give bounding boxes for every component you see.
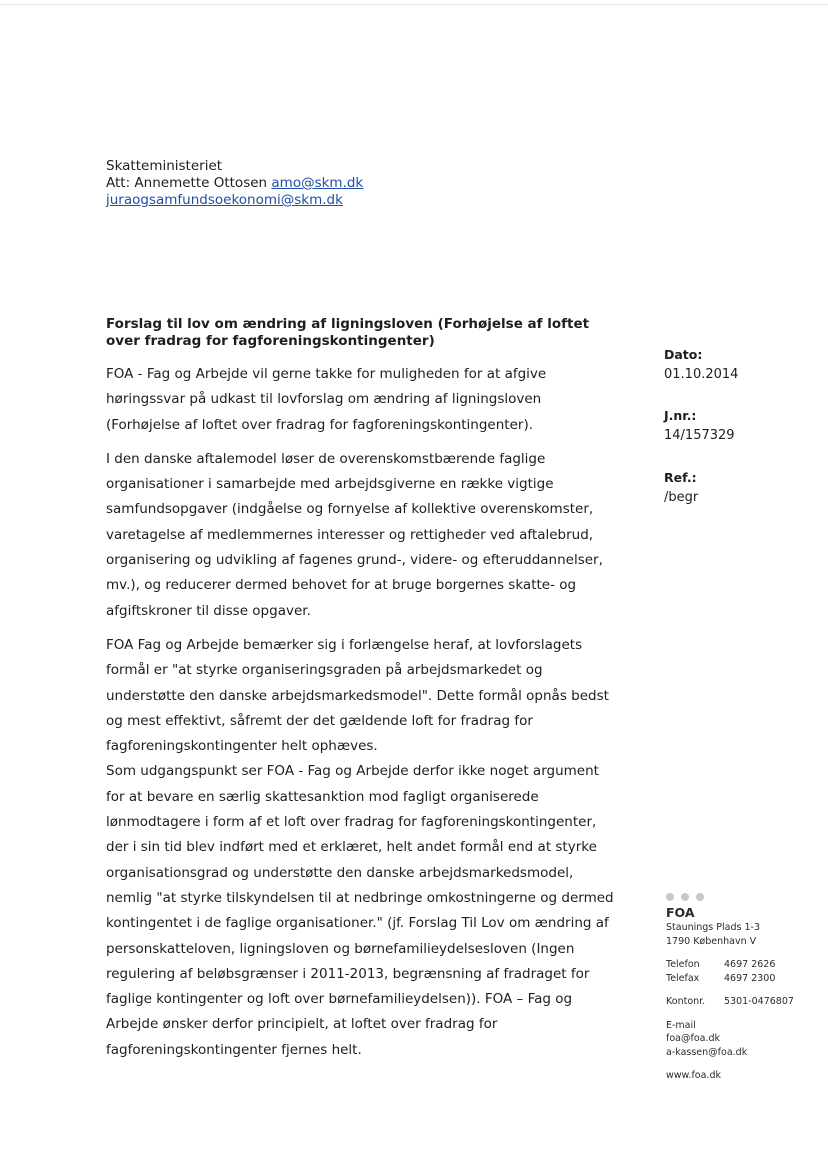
sender-footer	[666, 893, 794, 1083]
date-value: 01.10.2014	[664, 367, 739, 382]
att-prefix: Att: Annemette Ottosen	[106, 175, 268, 191]
recipient-att-line	[106, 175, 363, 192]
kontonr-value: 5301-0476807	[724, 996, 794, 1007]
letter-subject: Forslag til lov om ændring af ligningsloven (Forhøjelse af loftet over fradrag for fagforeningskontingenter)	[106, 316, 590, 349]
date-block	[664, 345, 738, 385]
date-label: Dato:	[664, 347, 703, 362]
page-top-rule	[0, 4, 828, 5]
recipient-name: Skatteministeriet	[106, 158, 223, 174]
paragraph-4: Som udgangspunkt ser FOA - Fag og Arbejde derfor ikke noget argument for at bevare en særlig skattesanktion mod fagligt organiserede lønmodtagere i form af et loft over fradrag for fagforeningskontingenter, der i sin tid blev indført med et erklæret, helt andet formål end at styrke organisationsgrad og understøtte den danske arbejdsmarkedsmodel, nemlig "at styrke tilskyndelsen til at nedbringe omkostningerne og dermed kontingentet i de faglige organisationer." (jf. Forslag Til Lov om ændring af personskatteloven, ligningsloven og børnefamilieydelsesloven (Ingen regulering af beløbsgrænser i 2011-2013, begrænsning af fradraget for faglige kontingenter og loft over børnefamilieydelsen)). FOA – Fag og Arbejde ønsker derfor principielt, at loftet over fradrag for fagforeningskontingenter fjernes helt.	[106, 763, 614, 1058]
jnr-value: 14/157329	[664, 428, 735, 443]
letter-body	[106, 362, 614, 1072]
telefon-value: 4697 2626	[724, 959, 776, 970]
city-address: 1790 København V	[666, 935, 757, 947]
paragraph-1: FOA - Fag og Arbejde vil gerne takke for muligheden for at afgive høringssvar på udkast til lovforslag om ændring af ligningsloven (Forhøjelse af loftet over fradrag for fagforeningskontingenter).	[106, 366, 547, 433]
email-label: E-mail	[666, 1019, 696, 1031]
logo-dots-icon	[666, 893, 794, 901]
jnr-label: J.nr.:	[664, 408, 697, 423]
telefax-row: Telefax 4697 2300	[666, 972, 776, 984]
footer-email-akassen[interactable]: a-kassen@foa.dk	[666, 1046, 748, 1058]
footer-email-foa[interactable]: foa@foa.dk	[666, 1033, 721, 1044]
footer-website-link[interactable]: www.foa.dk	[666, 1070, 721, 1081]
paragraph-2: I den danske aftalemodel løser de overenskomstbærende faglige organisationer i samarbejde med arbejdsgiverne en række vigtige samfundsopgaver (indgåelse og fornyelse af kollektive overenskomster, varetagelse af medlemmernes interesser og rettigheder ved aftalebrud, organisering og udvikling af fagenes grund-, videre- og efteruddannelser, mv.), og reducerer dermed behovet for at bruge borgernes skatte- og afgiftskroner til disse opgaver.	[106, 450, 603, 619]
telefax-value: 4697 2300	[724, 972, 776, 984]
email-link-amo[interactable]: amo@skm.dk	[271, 175, 364, 191]
jnr-block	[664, 406, 735, 446]
ref-value: /begr	[664, 490, 699, 505]
email-link-jura[interactable]: juraogsamfundsoekonomi@skm.dk	[106, 192, 343, 208]
recipient-block	[106, 158, 363, 209]
street-address: Staunings Plads 1-3	[666, 922, 760, 933]
org-name: FOA	[666, 905, 695, 920]
ref-block	[664, 468, 698, 508]
ref-label: Ref.:	[664, 470, 697, 485]
paragraph-3: FOA Fag og Arbejde bemærker sig i forlængelse heraf, at lovforslagets formål er "at styrke organiseringsgraden på arbejdsmarkedet og understøtte den danske arbejdsmarkedsmodel". Dette formål opnås bedst og mest effektivt, såfremt der det gældende loft for fradrag for fagforeningskontingenter helt ophæves.	[106, 636, 609, 755]
kontonr-row: Kontonr. 5301-0476807	[666, 996, 794, 1007]
telefon-row: Telefon 4697 2626	[666, 959, 776, 970]
